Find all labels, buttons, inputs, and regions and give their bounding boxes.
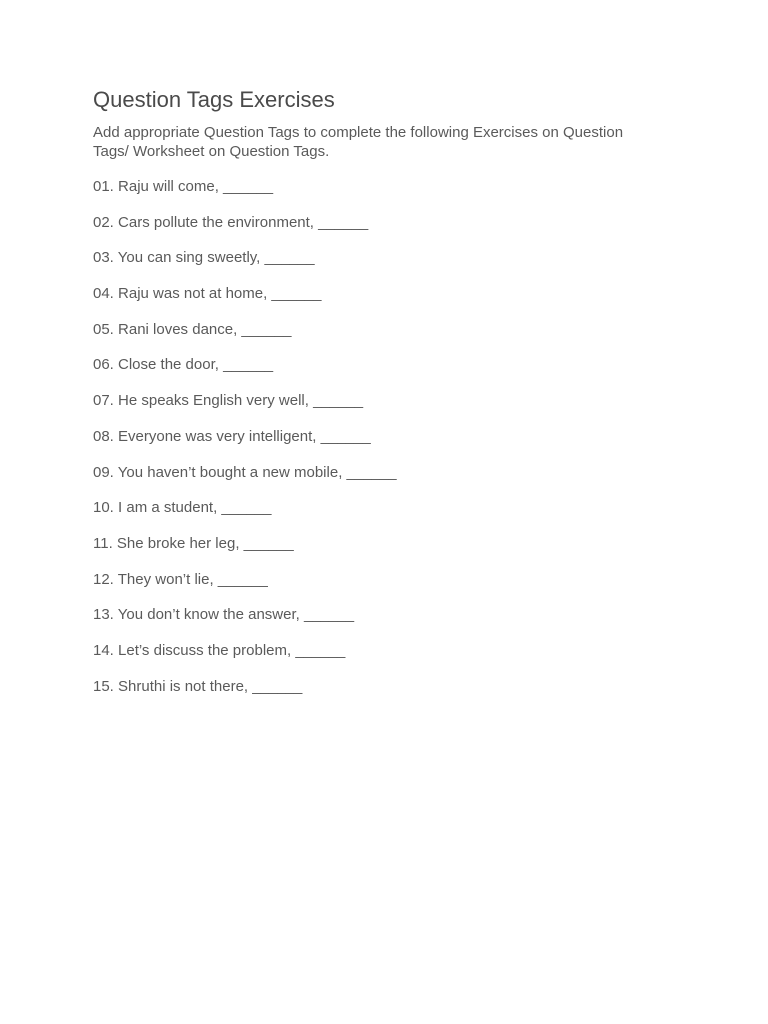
exercise-item: 11. She broke her leg, ______ xyxy=(93,534,294,552)
exercise-item: 08. Everyone was very intelligent, ______ xyxy=(93,427,371,445)
exercise-item: 07. He speaks English very well, ______ xyxy=(93,392,364,410)
exercise-item: 10. I am a student, ______ xyxy=(93,499,272,517)
instructions: Add appropriate Question Tags to complete the following Exercises on Question Tags/ Worksheet on Question Tags. xyxy=(93,124,624,160)
exercise-item: 01. Raju will come, ______ xyxy=(93,178,274,195)
exercise-item: 03. You can sing sweetly, ______ xyxy=(93,249,315,267)
exercise-list xyxy=(93,177,693,696)
worksheet xyxy=(93,86,693,712)
exercise-item: 12. They won’t lie, ______ xyxy=(93,570,268,588)
page-title: Question Tags Exercises xyxy=(93,87,335,112)
exercise-item: 04. Raju was not at home, ______ xyxy=(93,285,322,303)
exercise-item: 13. You don’t know the answer, ______ xyxy=(93,606,355,624)
exercise-item: 15. Shruthi is not there, ______ xyxy=(93,677,303,695)
exercise-item: 02. Cars pollute the environment, ______ xyxy=(93,213,369,231)
exercise-item: 14. Let’s discuss the problem, ______ xyxy=(93,641,346,659)
exercise-item: 06. Close the door, ______ xyxy=(93,356,274,374)
exercise-item: 09. You haven’t bought a new mobile, ______ xyxy=(93,463,397,481)
exercise-item: 05. Rani loves dance, ______ xyxy=(93,320,292,338)
